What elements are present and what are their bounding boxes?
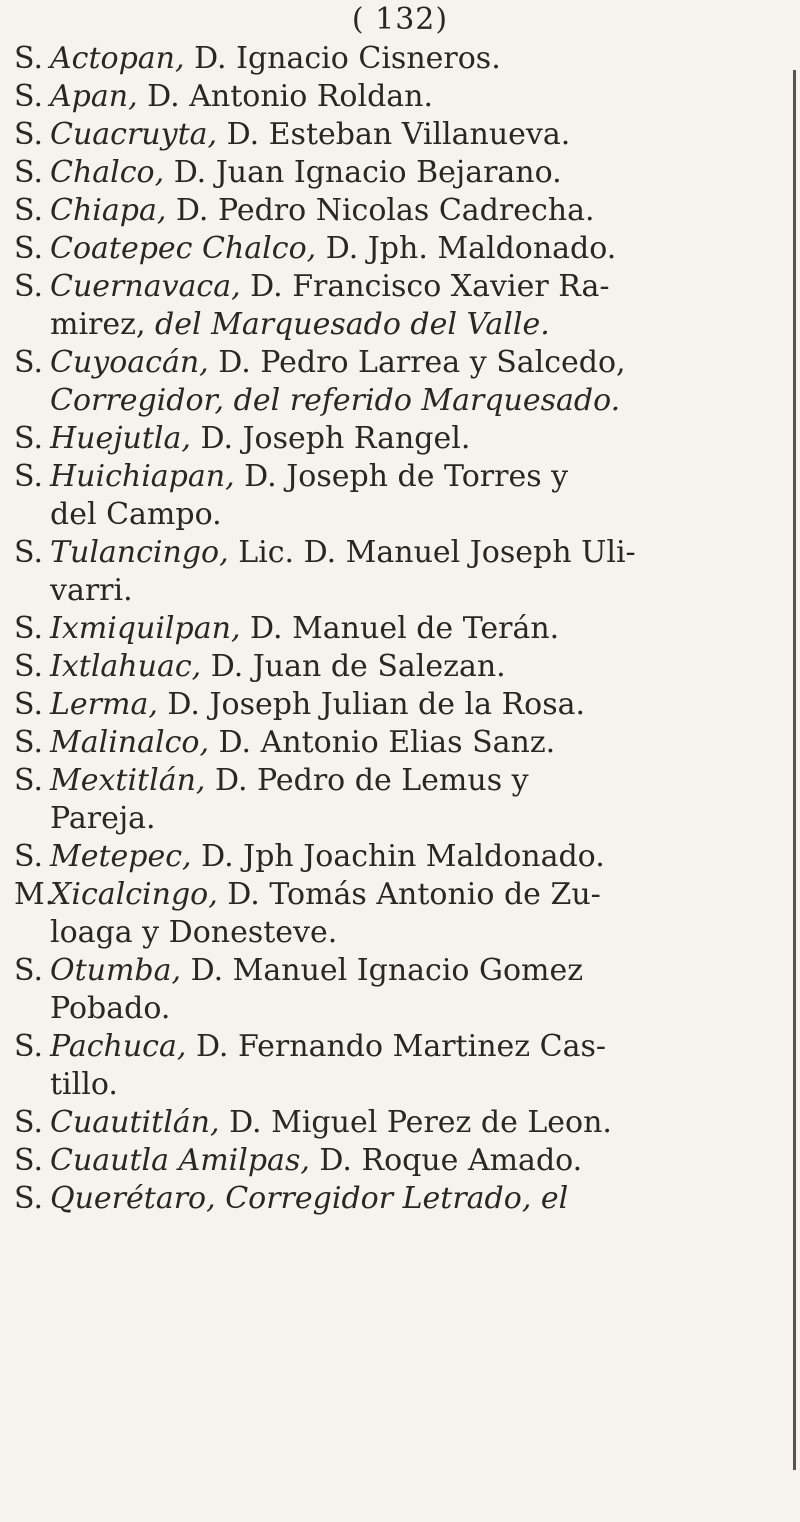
entry-continuation-text: tillo. [50,1067,118,1102]
entry-continuation [14,382,784,420]
entry-prefix: S. [14,649,44,684]
entry-list [14,40,784,1218]
entry-official: D. Esteban Villanueva. [217,117,571,152]
entry-prefix: S. [14,155,44,190]
list-item [14,78,784,116]
entry-continuation-text: del Campo. [50,497,222,532]
entry-official: D. Manuel Ignacio Gomez [181,953,584,988]
entry-official: D. Joseph de Torres y [234,459,569,494]
entry-prefix: S. [14,421,44,456]
entry-prefix: S. [14,1181,44,1216]
entry-place: Actopan, [50,41,185,76]
entry-place: Chalco, [50,155,165,190]
entry-prefix: M. [14,877,55,912]
entry-place: Apan, [50,79,138,114]
entry-official: D. Juan Ignacio Bejarano. [164,155,562,190]
list-item [14,40,784,78]
entry-official [216,1181,226,1216]
entry-continuation [14,572,784,610]
list-item [14,876,784,952]
entry-prefix: S. [14,231,44,266]
entry-place: Huejutla, [50,421,191,456]
entry-place: Chiapa, [50,193,167,228]
page-edge-rule [793,70,796,1470]
list-item [14,116,784,154]
list-item [14,838,784,876]
entry-continuation-text: mirez, [50,307,156,342]
entry-prefix: S. [14,193,44,228]
entry-prefix: S. [14,687,44,722]
entry-official: D. Manuel de Terán. [240,611,560,646]
entry-place: Lerma, [50,687,158,722]
entry-continuation [14,306,784,344]
entry-place: Cuacruyta, [50,117,218,152]
entry-prefix: S. [14,1105,44,1140]
entry-continuation [14,1066,784,1104]
entry-official: D. Jph Joachin Maldonado. [191,839,605,874]
page-number: ( 132) [351,2,449,37]
entry-place: Ixmiquilpan, [50,611,241,646]
entry-prefix: S. [14,1029,44,1064]
list-item [14,420,784,458]
entry-prefix: S. [14,1143,44,1178]
entry-official: D. Antonio Roldan. [137,79,434,114]
entry-place: Huichiapan, [50,459,235,494]
list-item [14,1028,784,1104]
entry-place: Xicalcingo, [50,877,218,912]
entry-prefix: S. [14,763,44,798]
list-item [14,344,784,420]
entry-place: Coatepec Chalco, [50,231,317,266]
list-item [14,648,784,686]
entry-official: D. Pedro Larrea y Salcedo, [208,345,626,380]
entry-prefix: S. [14,611,44,646]
entry-official: D. Ignacio Cisneros. [184,41,501,76]
entry-place: Malinalco, [50,725,209,760]
list-item [14,458,784,534]
entry-official: D. Pedro de Lemus y [205,763,529,798]
entry-prefix: S. [14,953,44,988]
entry-official: D. Roque Amado. [309,1143,583,1178]
entry-official: D. Francisco Xavier Ra- [240,269,610,304]
list-item [14,724,784,762]
entry-place: Metepec, [50,839,192,874]
entry-continuation [14,990,784,1028]
entry-place: Querétaro, [50,1181,216,1216]
entry-official: D. Joseph Julian de la Rosa. [157,687,586,722]
entry-official: D. Joseph Rangel. [190,421,471,456]
entry-official: D. Fernando Martinez Cas- [186,1029,606,1064]
entry-place: Cuautitlán, [50,1105,220,1140]
list-item [14,686,784,724]
entry-place: Ixtlahuac, [50,649,202,684]
list-item [14,230,784,268]
entry-continuation-text: varri. [50,573,133,608]
list-item [14,192,784,230]
entry-place: Pachuca, [50,1029,187,1064]
entry-official: D. Juan de Salezan. [201,649,506,684]
entry-place: Cuernavaca, [50,269,241,304]
entry-continuation-italic: del Marquesado del Valle. [155,307,550,342]
entry-prefix: S. [14,535,44,570]
entry-continuation [14,496,784,534]
entry-continuation-text: loaga y Donesteve. [50,915,338,950]
entry-continuation [14,800,784,838]
entry-continuation-text: Pareja. [50,801,156,836]
entry-official: D. Pedro Nicolas Cadrecha. [166,193,595,228]
entry-official: D. Jph. Maldonado. [316,231,617,266]
list-item [14,1180,784,1218]
list-item [14,268,784,344]
entry-continuation [14,914,784,952]
entry-prefix: S. [14,79,44,114]
entry-place: Cuyoacán, [50,345,209,380]
list-item [14,1104,784,1142]
entry-official: D. Miguel Perez de Leon. [219,1105,612,1140]
list-item [14,534,784,610]
entry-prefix: S. [14,117,44,152]
entry-title: Corregidor Letrado, el [225,1181,569,1216]
entry-continuation-text: Pobado. [50,991,171,1026]
entry-place: Mextitlán, [50,763,206,798]
entry-continuation-italic: Corregidor, del referido Marquesado. [50,383,621,418]
entry-place: Otumba, [50,953,182,988]
entry-official: D. Tomás Antonio de Zu- [217,877,601,912]
entry-place: Tulancingo, [50,535,229,570]
entry-official: D. Antonio Elias Sanz. [209,725,556,760]
list-item [14,154,784,192]
entry-prefix: S. [14,725,44,760]
entry-official: Lic. D. Manuel Joseph Uli- [228,535,636,570]
list-item [14,1142,784,1180]
list-item [14,762,784,838]
entry-place: Cuautla Amilpas, [50,1143,310,1178]
entry-prefix: S. [14,459,44,494]
list-item [14,610,784,648]
entry-prefix: S. [14,839,44,874]
list-item [14,952,784,1028]
entry-prefix: S. [14,269,44,304]
entry-prefix: S. [14,41,44,76]
entry-prefix: S. [14,345,44,380]
